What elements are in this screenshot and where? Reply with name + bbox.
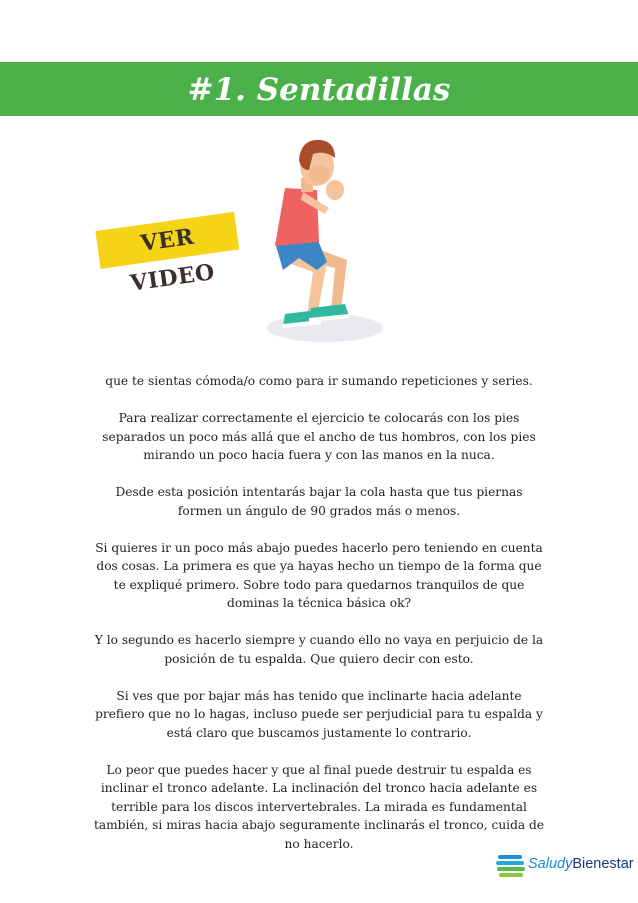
ver-video-button[interactable] <box>95 212 239 297</box>
globe-logo-icon <box>496 852 526 882</box>
paragraph-3: Desde esta posición intentarás bajar la cola hasta que tus piernas formen un ángulo de 90 grados más o menos. <box>115 485 523 518</box>
logo-text <box>528 856 634 872</box>
page-title: #1. Sentadillas <box>187 72 451 108</box>
paragraph-5: Y lo segundo es hacerlo siempre y cuando ello no vaya en perjuicio de la posición de tu espalda. Que quiero decir con esto. <box>94 633 544 666</box>
title-banner <box>0 62 638 116</box>
paragraph-6: Si ves que por bajar más has tenido que inclinarte hacia adelante prefiero que no lo hagas, incluso puede ser perjudicial para tu espalda y está claro que buscamos justamente lo contrario. <box>95 688 543 740</box>
logo-text-bienestar: Bienestar <box>572 856 634 872</box>
paragraph-4: Si quieres ir un poco más abajo puedes hacerlo pero teniendo en cuenta dos cosas. La primera es que ya hayas hecho un tiempo de la forma que te expliqué primero. Sobre todo para quedarnos tranquilos de que dominas la técnica básica ok? <box>95 540 543 610</box>
logo-text-y: y <box>565 856 573 872</box>
ver-video-label: VER VIDEO <box>128 223 217 297</box>
paragraph-2: Para realizar correctamente el ejercicio te colocarás con los pies separados un poco más allá que el ancho de tus hombros, con los pies mirando un poco hacia fuera y con las manos en la nuca. <box>102 411 536 462</box>
body-text <box>92 372 546 872</box>
paragraph-1: que te sientas cómoda/o como para ir sumando repeticiones y series. <box>105 374 533 388</box>
logo-text-salud: Salud <box>528 856 566 872</box>
paragraph-7: Lo peor que puedes hacer y que al final puede destruir tu espalda es inclinar el tronco adelante. La inclinación del tronco hacia adelante es terrible para los discos intervertebrales. La mirada es fundamental también, si miras hacia abajo seguramente inclinarás el tronco, cuida de no hacerlo. <box>93 762 545 851</box>
saludybienestar-logo <box>496 850 634 886</box>
squat-figure-icon <box>255 130 385 350</box>
